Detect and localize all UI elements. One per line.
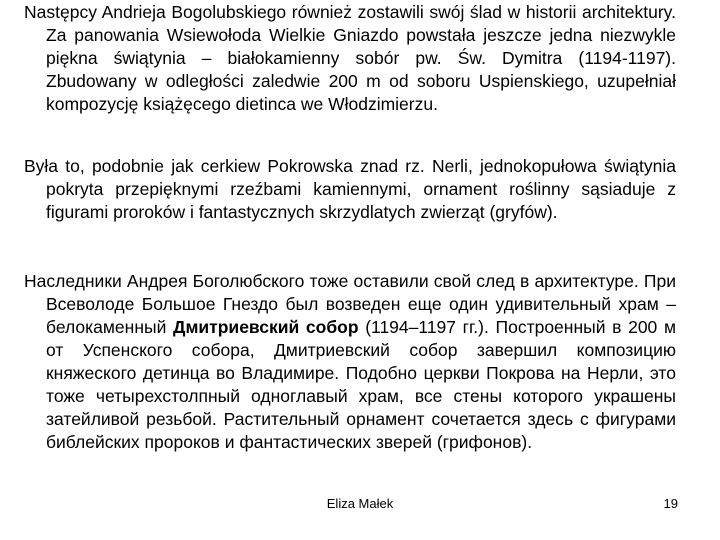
page-number: 19 bbox=[663, 496, 678, 511]
russian-paragraph-text-start: Наследники Андрея Боголюбского тоже оставили свой след в архитектуре. При Всеволоде Большое Гнездо был возведен еще один удивительный храм – белокаменный bbox=[24, 271, 676, 337]
russian-paragraph bbox=[24, 270, 676, 454]
polish-paragraph-1: Następcy Andrieja Bogolubskiego również zostawili swój ślad w historii architektury. Za panowania Wsiewołoda Wielkie Gniazdo powstała jeszcze jedna niezwykle piękna świątynia – białokamienny sobór pw. Św. Dymitra (1194-1197). Zbudowany w odległości zaledwie 200 m od soboru Uspienskiego, uzupełniał kompozycję książęcego dietinca we Włodzimierzu. bbox=[24, 2, 676, 114]
russian-paragraph-text-end: (1194–1197 гг.). Построенный в 200 м от Успенского собора, Дмитриевский собор завершил композицию княжеского детинца во Владимире. Подобно церкви Покрова на Нерли, это тоже четырехстолпный одноглавый храм, все стены которого украшены затейливой резьбой. Растительный орнамент сочетается здесь с фигурами библейских пророков и фантастических зверей (грифонов). bbox=[46, 317, 676, 452]
polish-paragraph-2: Była to, podobnie jak cerkiew Pokrowska znad rz. Nerli, jednokopułowa świątynia pokryta przepięknymi rzeźbami kamiennymi, ornament roślinny sąsiaduje z figurami proroków i fantastycznych skrzydlatych zwierząt (gryfów). bbox=[24, 156, 676, 222]
footer-author: Eliza Małek bbox=[326, 496, 394, 511]
cathedral-name-bold: Дмитриевский собор bbox=[173, 317, 359, 337]
